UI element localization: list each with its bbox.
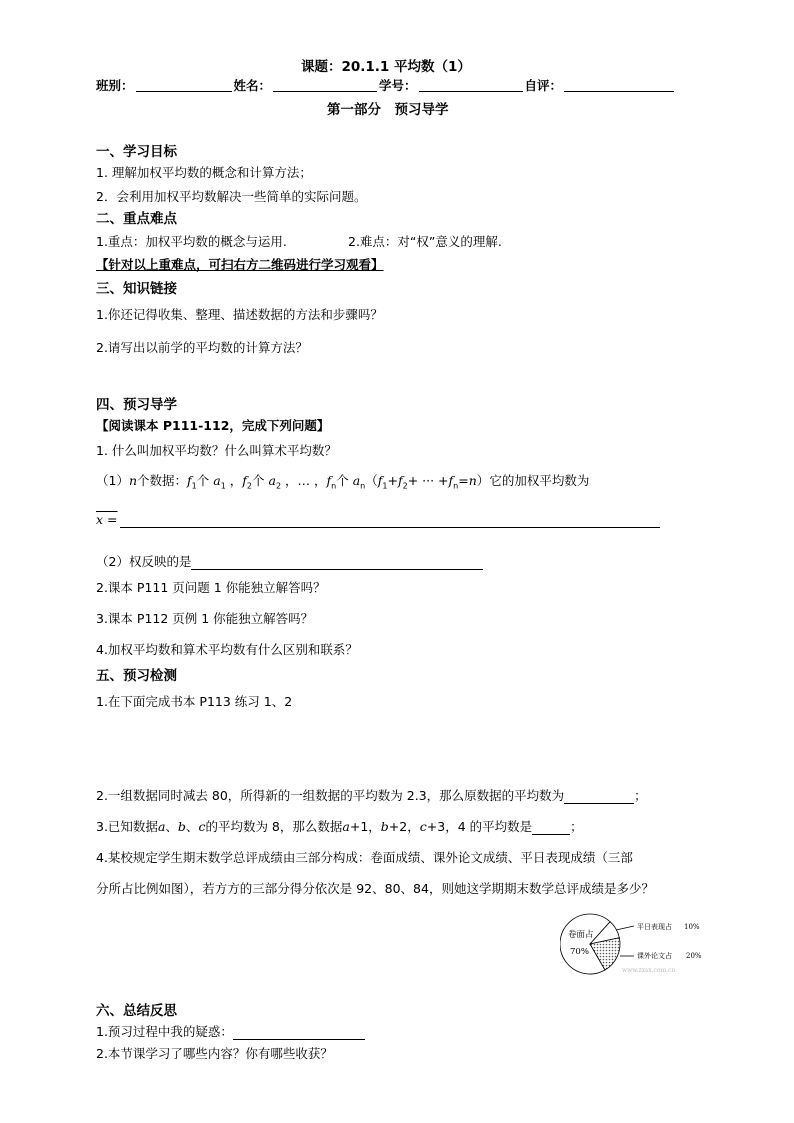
s3-question-2: 2.请写出以前学的平均数的计算方法？: [96, 340, 308, 355]
s2-key-point: 1.重点：加权平均数的概念与运用.: [96, 234, 287, 249]
weight-reflects-label: （2）权反映的是: [96, 554, 192, 569]
slice-value-pingri: 10%: [684, 923, 700, 931]
s6-question-1: [96, 1024, 365, 1040]
s6-question-2: 2.本节课学习了哪些内容？你有哪些收获？: [96, 1046, 333, 1061]
q1-1-text-2: 它的加权平均数为: [489, 473, 590, 488]
n-variable: n: [128, 473, 138, 488]
s3-question-1: 1.你还记得收集、整理、描述数据的方法和步骤吗？: [96, 307, 383, 322]
section-2-heading: 二、重点难点: [96, 211, 177, 227]
section-6-heading: 六、总结反思: [96, 1003, 177, 1019]
name-label: 姓名：: [233, 78, 272, 93]
s4-question-1-2: [96, 554, 483, 570]
student-no-label: 学号：: [379, 78, 417, 93]
section-5-heading: 五、预习检测: [96, 668, 177, 684]
s5-question-1: 1.在下面完成书本 P113 练习 1、2: [96, 694, 293, 709]
pie-slices: [560, 914, 620, 974]
class-field[interactable]: [136, 79, 232, 92]
slice-label-lunwen: 课外论文占: [637, 952, 672, 960]
slice-value-juanmian: 70%: [570, 947, 589, 957]
s5-q3-end: ；: [570, 819, 583, 834]
s5-question-2: [96, 788, 647, 804]
s5-q2-text: 2.一组数据同时减去 80，所得新的一组数据的平均数为 2.3，那么原数据的平均数为: [96, 788, 565, 803]
s5-q3-vars: a、b、c: [157, 819, 206, 834]
s6-q1-answer-field[interactable]: [233, 1027, 365, 1040]
score-ratio-pie-chart: [560, 910, 720, 990]
s6-q1-label: 1.预习过程中我的疑惑：: [96, 1024, 233, 1039]
s5-q2-end: ；: [634, 788, 647, 803]
self-eval-field[interactable]: [564, 79, 674, 92]
formula: $f_1$个 $a_1$ ，$f_2$个 $a_2$ ，… ，$f_n$个 $a_n(f_1+f_2+$ ··· $+f_n=n$）: [187, 473, 490, 491]
s5-q3-vars-2: a+1，b+2，c+3: [342, 819, 446, 834]
s4-question-1: 1. 什么叫加权平均数？什么叫算术平均数？: [96, 443, 337, 458]
slice-label-juanmian: 卷面占: [568, 930, 594, 940]
class-label: 班别：: [96, 78, 134, 93]
q1-1-prefix: （1）: [96, 473, 129, 488]
section-4-heading: 四、预习导学: [96, 397, 177, 413]
s5-q3-text-b: 的平均数为 8，那么数据: [205, 819, 343, 834]
s5-question-4-line-1: 4.某校规定学生期末数学总评成绩由三部分构成：卷面成绩、课外论文成绩、平日表现成绩（三部: [96, 850, 633, 865]
q1-1-text: 个数据：: [137, 473, 188, 488]
s5-question-3: [96, 819, 583, 835]
s1-item-2: 2．会利用加权平均数解决一些简单的实际问题。: [96, 189, 367, 204]
section-3-heading: 三、知识链接: [96, 281, 177, 297]
s1-item-1: 1. 理解加权平均数的概念和计算方法；: [96, 165, 312, 180]
leader-line-pingri: [616, 926, 634, 930]
student-no-field[interactable]: [419, 79, 523, 92]
section-1-heading: 一、学习目标: [96, 144, 177, 160]
s4-question-1-1: [96, 473, 589, 495]
student-info-row: [96, 78, 676, 94]
self-eval-label: 自评：: [524, 78, 563, 93]
s4-question-2: 2.课本 P111 页问题 1 你能独立解答吗？: [96, 580, 326, 595]
s5-question-4-line-2: 分所占比例如图），若方方的三部分得分依次是 92、80、84，则她这学期期末数学总评成绩是多少？: [96, 881, 654, 896]
qr-note: 【针对以上重难点，可扫右方二维码进行学习观看】: [96, 257, 384, 272]
name-field[interactable]: [273, 79, 377, 92]
slice-value-lunwen: 20%: [686, 952, 702, 960]
s4-question-3: 3.课本 P112 页例 1 你能独立解答吗？: [96, 611, 314, 626]
xbar-symbol: x =: [96, 512, 118, 527]
s5-q2-answer-field[interactable]: [564, 791, 634, 804]
slice-label-pingri: 平日表现占: [637, 923, 672, 931]
s4-question-4: 4.加权平均数和算术平均数有什么区别和联系？: [96, 642, 358, 657]
watermark: www.zxsx.com.cn: [622, 967, 676, 974]
s5-q3-text-c: ，4 的平均数是: [445, 819, 533, 834]
s2-difficult-point: 2.难点：对“权”意义的理解.: [348, 234, 502, 249]
weight-answer-field[interactable]: [191, 557, 483, 570]
s5-q3-answer-field[interactable]: [532, 822, 570, 835]
s5-q3-text-a: 3.已知数据: [96, 819, 158, 834]
xbar-line: [96, 512, 660, 528]
read-note: 【阅读课本 P111-112，完成下列问题】: [96, 418, 330, 433]
lesson-title: 课题：20.1.1 平均数（1）: [301, 59, 471, 75]
xbar-answer-field[interactable]: [120, 515, 660, 528]
part-title: 第一部分 预习导学: [327, 102, 449, 118]
